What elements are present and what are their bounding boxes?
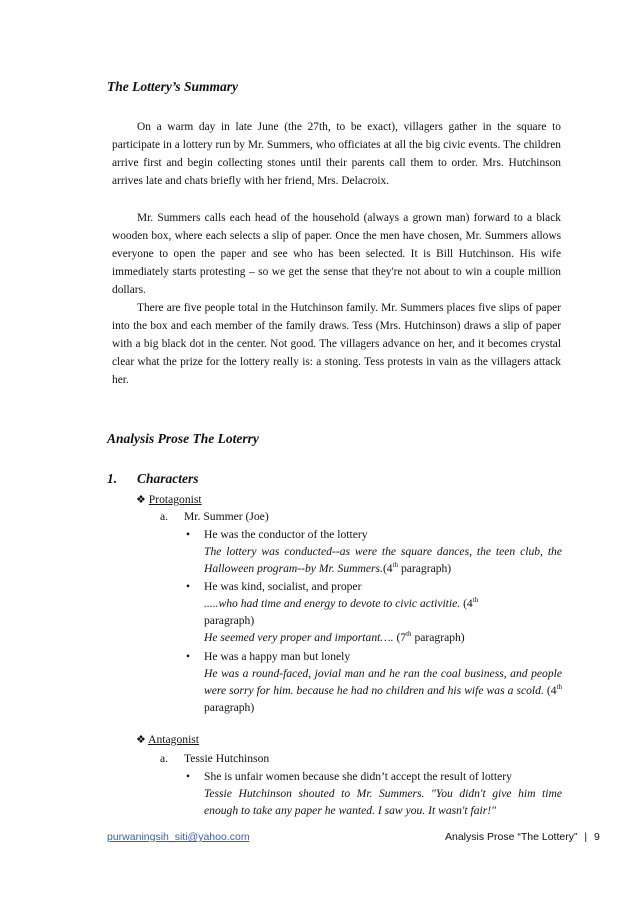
footer-running-title bbox=[445, 831, 600, 843]
protagonist-item-name: Mr. Summer (Joe) bbox=[184, 510, 269, 523]
summary-paragraph-3: There are five people total in the Hutchinson family. Mr. Summers places five slips of paper into the box and each member of the family draws. Tess (Mrs. Hutchinson) draws a slip of paper with a big black dot in the center. Not good. The villagers advance on her, and it becomes crystal clear what the prize for the lottery really is: a stoning. Tess protests in vain as the villagers attack her. bbox=[112, 302, 561, 386]
quote-text: He was a round-faced, jovial man and he ran the coal business, and people were sorry for him. because he had no children and his wife was a scold. bbox=[204, 667, 562, 697]
protagonist-bullet-2-quote-2 bbox=[204, 629, 562, 646]
antagonist-heading bbox=[136, 731, 199, 749]
protagonist-bullet-3-quote bbox=[204, 665, 562, 716]
summary-title: The Lottery’s Summary bbox=[107, 79, 238, 94]
protagonist-bullet-1-text: He was the conductor of the lottery bbox=[204, 528, 368, 541]
section-title: Characters bbox=[137, 471, 199, 486]
protagonist-bullet-3-text: He was a happy man but lonely bbox=[204, 650, 351, 663]
footer-separator: | bbox=[584, 831, 588, 843]
ref-sup: th bbox=[392, 561, 399, 570]
page-number: 9 bbox=[594, 831, 600, 843]
ref-open: (4 bbox=[460, 597, 473, 610]
footer-email-link[interactable]: purwaningsih_siti@yahoo.com bbox=[107, 831, 250, 843]
running-title-text: Analysis Prose “The Lottery” bbox=[445, 831, 578, 843]
quote-text: .....who had time and energy to devote to civic activitie. bbox=[204, 597, 461, 610]
ref-open: (7 bbox=[393, 631, 407, 644]
diamond-bullet-icon: ❖ bbox=[136, 734, 146, 746]
antagonist-item-name: Tessie Hutchinson bbox=[184, 752, 270, 765]
protagonist-bullet-1-quote bbox=[204, 543, 562, 577]
ref-open: (4 bbox=[543, 684, 557, 697]
protagonist-item-letter: a. bbox=[160, 510, 169, 523]
summary-paragraph-1: On a warm day in late June (the 27th, to be exact), villagers gather in the square to participate in a lottery run by Mr. Summers, who officiates at all the big civic events. The children arrive first and begin collecting stones until their parents call them to order. Mrs. Hutchinson arrives late and chats briefly with her friend, Mrs. Delacroix. bbox=[112, 121, 561, 187]
section-number: 1. bbox=[107, 471, 118, 486]
ref-sup: th bbox=[406, 630, 412, 639]
summary-paragraph-2: Mr. Summers calls each head of the household (always a grown man) forward to a black wooden box, where each selects a slip of paper. Once the men have chosen, Mr. Summers allows everyone to open the paper and see who has been selected. It is Bill Hutchinson. His wife immediately starts protesting – so we get the sense that they're not about to win a couple million dollars. bbox=[112, 212, 561, 296]
ref-close: paragraph) bbox=[398, 562, 452, 575]
protagonist-bullet-2-quote-1 bbox=[204, 595, 562, 629]
ref-close: paragraph) bbox=[204, 614, 255, 627]
bullet-dot-icon: • bbox=[186, 528, 191, 541]
quote-text: He seemed very proper and important…. bbox=[204, 631, 394, 644]
analysis-title: Analysis Prose The Loterry bbox=[107, 431, 259, 446]
bullet-dot-icon: • bbox=[186, 770, 191, 783]
antagonist-label: Antagonist bbox=[148, 733, 200, 746]
antagonist-bullet-1-quote: Tessie Hutchinson shouted to Mr. Summers. "You didn't give him time enough to take any paper he wanted. I saw you. It wasn't fair!" bbox=[204, 787, 562, 817]
protagonist-bullet-2-text: He was kind, socialist, and proper bbox=[204, 580, 362, 593]
ref-sup: th bbox=[472, 596, 479, 605]
diamond-bullet-icon: ❖ bbox=[136, 494, 146, 506]
antagonist-bullet-1-text: She is unfair women because she didn’t accept the result of lottery bbox=[204, 770, 512, 783]
protagonist-heading bbox=[136, 491, 202, 509]
protagonist-label: Protagonist bbox=[148, 493, 202, 506]
bullet-dot-icon: • bbox=[186, 580, 191, 593]
ref-sup: th bbox=[556, 683, 563, 692]
ref-close: paragraph) bbox=[204, 701, 255, 714]
ref-open: (4 bbox=[382, 562, 393, 575]
ref-close: paragraph) bbox=[411, 631, 465, 644]
antagonist-item-letter: a. bbox=[160, 752, 169, 765]
bullet-dot-icon: • bbox=[186, 650, 191, 663]
quote-text: The lottery was conducted--as were the square dances, the teen club, the Halloween program--by Mr. Summers. bbox=[204, 545, 562, 575]
